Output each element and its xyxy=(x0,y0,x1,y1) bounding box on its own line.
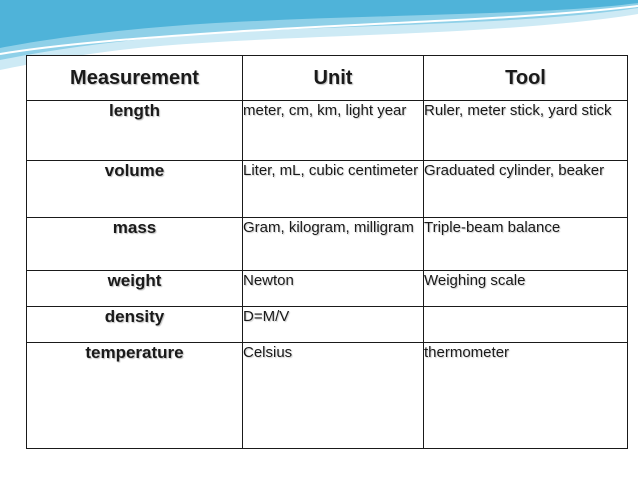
table-row xyxy=(27,218,628,271)
tool-cell: Ruler, meter stick, yard stick xyxy=(424,101,628,161)
unit-cell: Newton xyxy=(243,271,424,307)
unit-cell: Celsius xyxy=(243,343,424,449)
tool-cell: Graduated cylinder, beaker xyxy=(424,161,628,218)
measurement-cell: weight xyxy=(27,271,243,307)
measurement-cell: density xyxy=(27,307,243,343)
unit-cell: Gram, kilogram, milligram xyxy=(243,218,424,271)
unit-cell: meter, cm, km, light year xyxy=(243,101,424,161)
measurement-table xyxy=(26,55,628,449)
unit-cell: D=M/V xyxy=(243,307,424,343)
table-row xyxy=(27,343,628,449)
measurement-cell: temperature xyxy=(27,343,243,449)
table-row xyxy=(27,271,628,307)
tool-cell xyxy=(424,307,628,343)
table-row xyxy=(27,101,628,161)
measurement-cell: mass xyxy=(27,218,243,271)
unit-cell: Liter, mL, cubic centimeter xyxy=(243,161,424,218)
table-header-row xyxy=(27,56,628,101)
table-row xyxy=(27,307,628,343)
tool-cell: Triple-beam balance xyxy=(424,218,628,271)
header-measurement: Measurement xyxy=(27,56,243,101)
table-row xyxy=(27,161,628,218)
measurement-cell: volume xyxy=(27,161,243,218)
tool-cell: thermometer xyxy=(424,343,628,449)
header-tool: Tool xyxy=(424,56,628,101)
measurement-cell: length xyxy=(27,101,243,161)
header-unit: Unit xyxy=(243,56,424,101)
tool-cell: Weighing scale xyxy=(424,271,628,307)
